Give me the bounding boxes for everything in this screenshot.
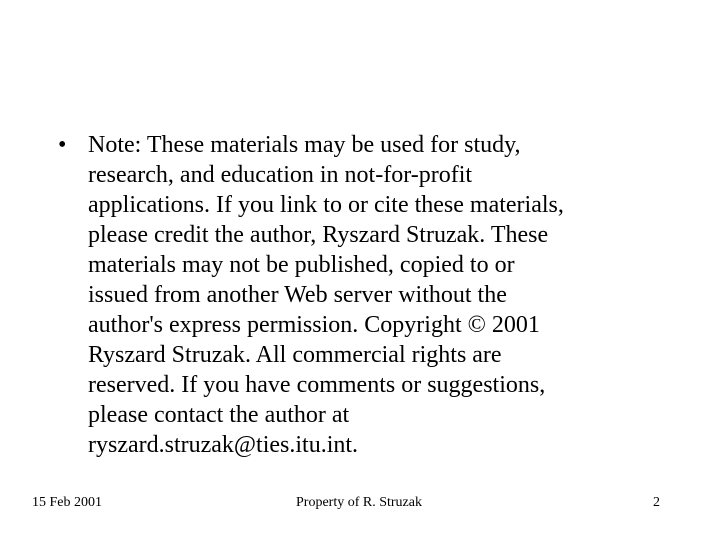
note-line: materials may not be published, copied to or bbox=[88, 252, 515, 278]
note-email-line: ryszard.struzak@ties.itu.int. bbox=[88, 432, 359, 458]
footer-date: 15 Feb 2001 bbox=[32, 495, 102, 510]
note-line: Note: These materials may be used for study, bbox=[88, 132, 521, 158]
note-line: applications. If you link to or cite these materials, bbox=[88, 192, 564, 218]
footer-property: Property of R. Struzak bbox=[296, 495, 422, 510]
note-line: please contact the author at bbox=[88, 402, 350, 428]
note-text bbox=[88, 130, 655, 460]
bullet-mark: • bbox=[58, 132, 67, 158]
note-line: research, and education in not-for-profit bbox=[88, 162, 473, 188]
note-bullet-item bbox=[55, 130, 655, 460]
note-line: issued from another Web server without the bbox=[88, 282, 507, 308]
footer-page-number: 2 bbox=[653, 495, 660, 510]
note-line: reserved. If you have comments or suggestions, bbox=[88, 372, 546, 398]
note-line: please credit the author, Ryszard Struzak. These bbox=[88, 222, 549, 248]
note-line: Ryszard Struzak. All commercial rights are bbox=[88, 342, 502, 368]
note-line: author's express permission. Copyright © 2001 bbox=[88, 312, 540, 338]
